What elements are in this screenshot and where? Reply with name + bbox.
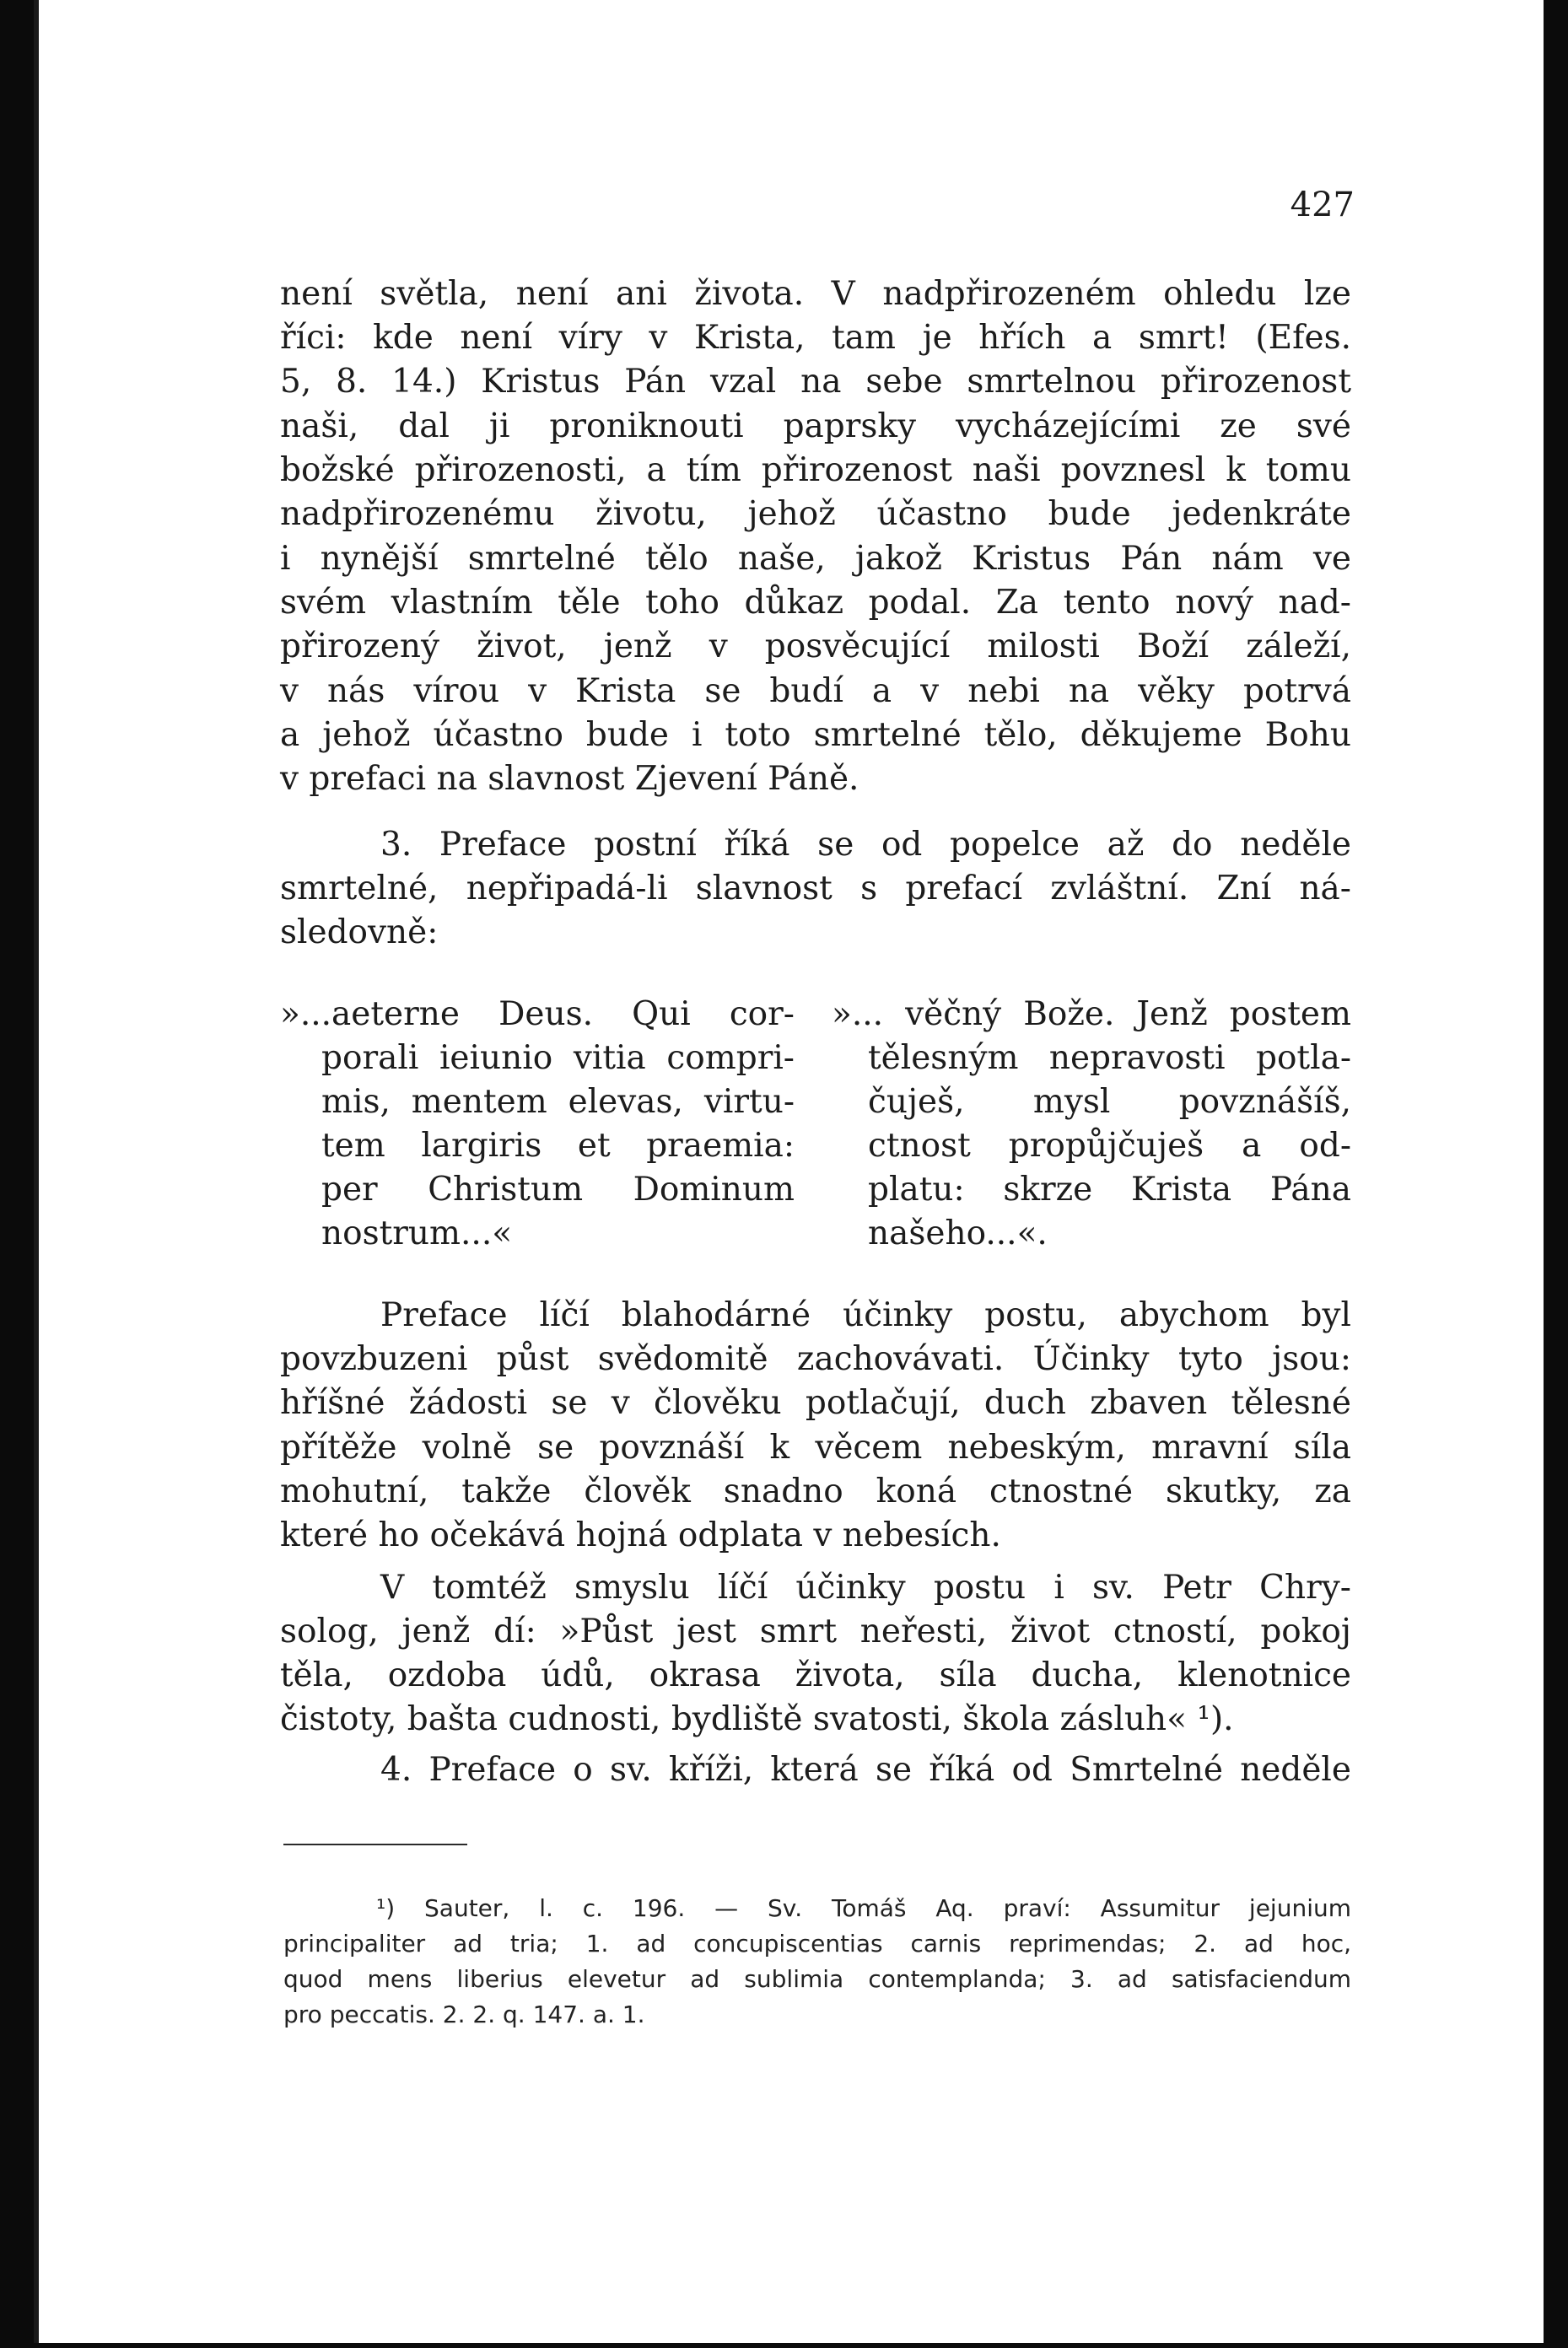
text-line: přirozený život, jenž v posvěcující milosti Boží záleží, <box>280 627 1351 665</box>
text-line: v prefaci na slavnost Zjevení Páně. <box>280 760 859 798</box>
book-page <box>34 0 1544 2343</box>
latin-line: porali ieiunio vitia compri- <box>321 1039 795 1077</box>
czech-line: platu: skrze Krista Pána <box>868 1171 1351 1209</box>
text-line: naši, dal ji proniknouti paprsky vycházejícími ze své <box>280 407 1351 445</box>
czech-line: »... věčný Bože. Jenž postem <box>832 995 1351 1033</box>
text-line: božské přirozenosti, a tím přirozenost naši povznesl k tomu <box>280 451 1351 489</box>
text-line: i nynější smrtelné tělo naše, jakož Kristus Pán nám ve <box>280 540 1351 578</box>
footnote-divider <box>283 1844 467 1845</box>
text-line: 3. Preface postní říká se od popelce až do neděle <box>380 826 1351 864</box>
text-line: říci: kde není víry v Krista, tam je hřích a smrt! (Efes. <box>280 319 1351 357</box>
text-line: těla, ozdoba údů, okrasa života, síla ducha, klenotnice <box>280 1656 1351 1694</box>
text-line: které ho očekává hojná odplata v nebesích. <box>280 1516 1001 1554</box>
czech-line: našeho...«. <box>868 1214 1048 1252</box>
text-line: přítěže volně se povznáší k věcem nebeským, mravní síla <box>280 1429 1351 1467</box>
footnote-line: principaliter ad tria; 1. ad concupiscentias carnis reprimendas; 2. ad hoc, <box>283 1930 1351 1958</box>
czech-line: čuješ, mysl povznášíš, <box>868 1083 1351 1121</box>
footnote-line: quod mens liberius elevetur ad sublimia contemplanda; 3. ad satisfaciendum <box>283 1965 1351 1993</box>
text-line: smrtelné, nepřipadá-li slavnost s prefací zvláštní. Zní ná- <box>280 870 1351 907</box>
latin-line: nostrum...« <box>321 1214 513 1252</box>
page-number: 427 <box>1290 186 1355 224</box>
text-line: 4. Preface o sv. kříži, která se říká od Smrtelné neděle <box>380 1751 1351 1789</box>
text-line: povzbuzeni půst svědomitě zachovávati. Účinky tyto jsou: <box>280 1340 1351 1378</box>
czech-line: ctnost propůjčuješ a od- <box>868 1127 1351 1165</box>
text-line: v nás vírou v Krista se budí a v nebi na věky potrvá <box>280 672 1351 710</box>
text-line: Preface líčí blahodárné účinky postu, abychom byl <box>380 1296 1351 1334</box>
latin-line: tem largiris et praemia: <box>321 1127 795 1165</box>
text-line: čistoty, bašta cudnosti, bydliště svatosti, škola zásluh« ¹). <box>280 1700 1234 1738</box>
text-line: V tomtéž smyslu líčí účinky postu i sv. Petr Chry- <box>380 1569 1351 1607</box>
text-line: svém vlastním těle toho důkaz podal. Za tento nový nad- <box>280 584 1351 622</box>
text-line: hříšné žádosti se v člověku potlačují, duch zbaven tělesné <box>280 1384 1351 1422</box>
latin-line: »...aeterne Deus. Qui cor- <box>280 995 795 1033</box>
text-line: mohutní, takže člověk snadno koná ctnostné skutky, za <box>280 1473 1351 1511</box>
latin-line: mis, mentem elevas, virtu- <box>321 1083 795 1121</box>
text-line: solog, jenž dí: »Půst jest smrt neřesti, život ctností, pokoj <box>280 1613 1351 1651</box>
text-line: nadpřirozenému životu, jehož účastno bude jedenkráte <box>280 495 1351 533</box>
czech-line: tělesným nepravosti potla- <box>868 1039 1351 1077</box>
text-line: 5, 8. 14.) Kristus Pán vzal na sebe smrtelnou přirozenost <box>280 363 1351 401</box>
footnote-line: pro peccatis. 2. 2. q. 147. a. 1. <box>283 2001 645 2028</box>
footnote-line: ¹) Sauter, l. c. 196. — Sv. Tomáš Aq. praví: Assumitur jejunium <box>376 1894 1351 1922</box>
latin-line: per Christum Dominum <box>321 1171 795 1209</box>
text-line: není světla, není ani života. V nadpřirozeném ohledu lze <box>280 275 1351 313</box>
text-line: sledovně: <box>280 913 439 951</box>
text-line: a jehož účastno bude i toto smrtelné tělo, děkujeme Bohu <box>280 716 1351 754</box>
